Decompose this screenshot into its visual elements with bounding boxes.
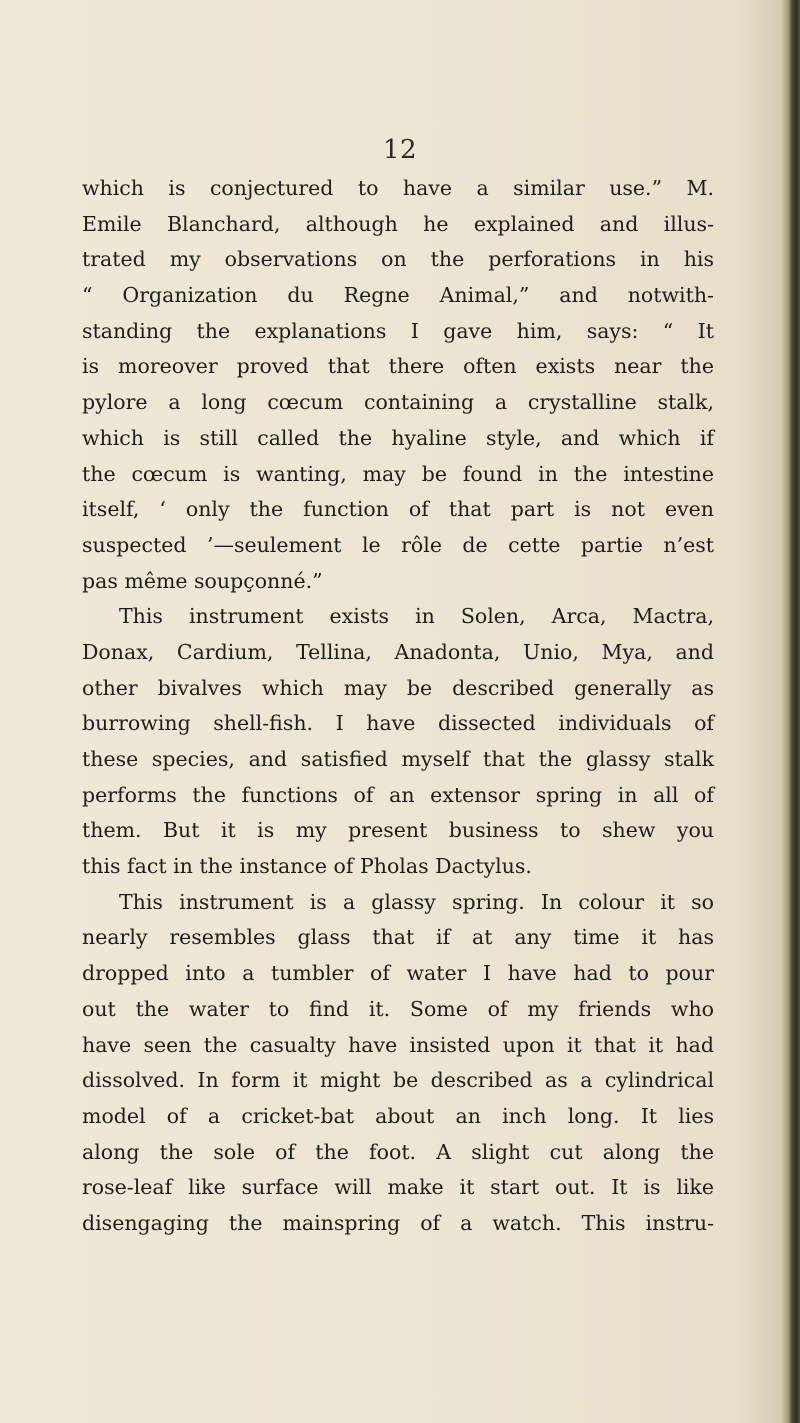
text-line: disengaging the mainspring of a watch. This instru-: [82, 1210, 714, 1235]
text-line: this fact in the instance of Pholas Dactylus.: [82, 854, 532, 879]
text-line: them. But it is my present business to shew you: [82, 818, 714, 843]
text-line: pas même soupçonné.”: [82, 568, 323, 593]
text-line: suspected ’—seulement le rôle de cette partie n’est: [82, 532, 714, 557]
text-line: nearly resembles glass that if at any time it has: [82, 925, 714, 950]
text-line: itself, ‘ only the function of that part is not even: [82, 497, 714, 522]
text-line: This instrument exists in Solen, Arca, Mactra,: [119, 604, 714, 629]
text-line: which is still called the hyaline style, and which if: [82, 425, 714, 450]
text-line: model of a cricket-bat about an inch long. It lies: [82, 1103, 714, 1128]
page-number: 12: [382, 135, 418, 165]
text-line: rose-leaf like surface will make it start out. It is like: [82, 1175, 714, 1200]
text-line: standing the explanations I gave him, says: “ It: [82, 318, 714, 343]
text-line: This instrument is a glassy spring. In colour it so: [119, 889, 714, 914]
text-line: trated my observations on the perforations in his: [82, 247, 714, 272]
text-line: “ Organization du Regne Animal,” and notwith-: [82, 283, 714, 308]
text-line: Emile Blanchard, although he explained and illus-: [82, 211, 714, 236]
text-line: performs the functions of an extensor spring in all of: [82, 782, 714, 807]
text-line: which is conjectured to have a similar use.” M.: [82, 176, 714, 200]
text-line: these species, and satisfied myself that the glassy stalk: [82, 747, 714, 771]
text-line: dissolved. In form it might be described as a cylindrical: [82, 1068, 714, 1093]
paragraph-3: [82, 885, 714, 1242]
paragraph-1: [82, 171, 714, 599]
text-line: other bivalves which may be described generally as: [82, 675, 714, 700]
text-line: out the water to find it. Some of my friends who: [82, 996, 714, 1021]
paragraph-2: [82, 599, 714, 885]
binding-edge: [782, 0, 800, 1423]
text-line: Donax, Cardium, Tellina, Anadonta, Unio, Mya, and: [82, 639, 714, 664]
text-line: have seen the casualty have insisted upon it that it had: [82, 1032, 714, 1057]
text-line: pylore a long cœcum containing a crystalline stalk,: [82, 390, 714, 415]
text-line: burrowing shell-fish. I have dissected individuals of: [82, 711, 714, 736]
text-line: is moreover proved that there often exists near the: [82, 354, 714, 379]
body-text: [82, 171, 714, 1242]
text-line: dropped into a tumbler of water I have had to pour: [82, 961, 714, 986]
text-line: the cœcum is wanting, may be found in the intestine: [82, 461, 714, 486]
text-line: along the sole of the foot. A slight cut along the: [82, 1139, 714, 1164]
